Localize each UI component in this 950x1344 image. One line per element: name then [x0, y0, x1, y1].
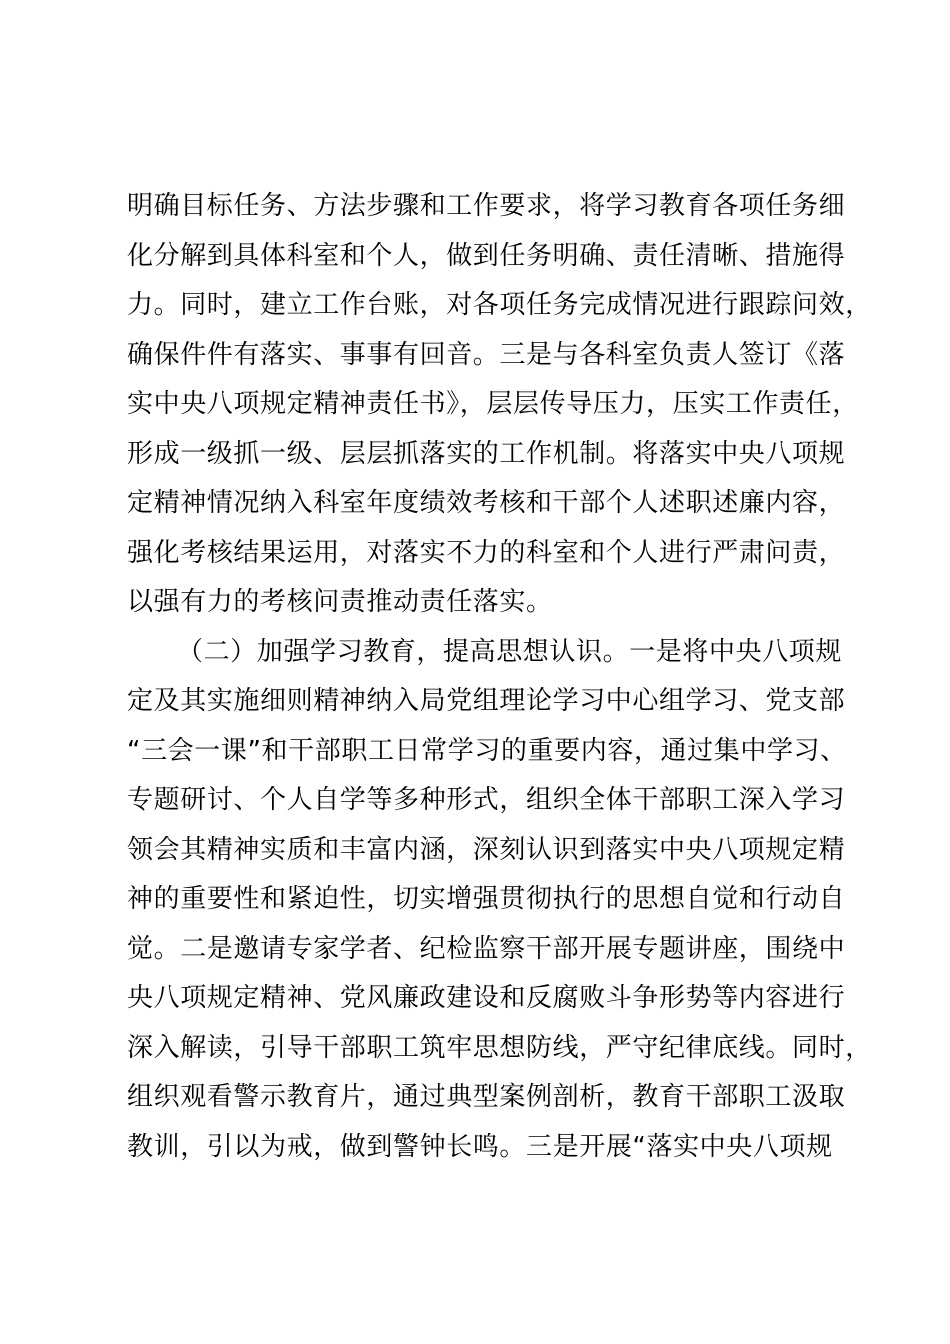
text-line: “三会一课”和干部职工日常学习的重要内容，通过集中学习、: [127, 735, 847, 766]
text-line: 强化考核结果运用，对落实不力的科室和个人进行严肃问责，: [127, 537, 846, 568]
text-line: 定及其实施细则精神纳入局党组理论学习中心组学习、党支部: [127, 686, 846, 716]
section-heading-line: （二）加强学习教育，提高思想认识。一是将中央八项规: [177, 636, 843, 667]
text-line: 化分解到具体科室和个人，做到任务明确、责任清晰、措施得: [127, 240, 846, 271]
text-line: 领会其精神实质和丰富内涵，深刻认识到落实中央八项规定精: [127, 834, 846, 865]
text-line: 形成一级抓一级、层层抓落实的工作机制。将落实中央八项规: [127, 438, 846, 469]
text-line: 教训，引以为戒，做到警钟长鸣。三是开展“落实中央八项规: [127, 1131, 833, 1162]
text-line: 神的重要性和紧迫性，切实增强贯彻执行的思想自觉和行动自: [127, 884, 846, 914]
text-line: 组织观看警示教育片，通过典型案例剖析，教育干部职工汲取: [127, 1082, 846, 1112]
text-line: 力。同时，建立工作台账，对各项任务完成情况进行跟踪问效，: [127, 290, 872, 320]
body-text: [127, 182, 872, 1172]
text-line: 央八项规定精神、党风廉政建设和反腐败斗争形势等内容进行: [127, 983, 846, 1013]
text-line: 实中央八项规定精神责任书》，层层传导压力，压实工作责任，: [127, 389, 859, 419]
text-line: 以强有力的考核问责推动责任落实。: [127, 587, 553, 617]
text-line: 确保件件有落实、事事有回音。三是与各科室负责人签订《落: [127, 339, 846, 370]
text-line: 明确目标任务、方法步骤和工作要求，将学习教育各项任务细: [127, 191, 846, 221]
text-line: 觉。二是邀请专家学者、纪检监察干部开展专题讲座，围绕中: [127, 933, 846, 964]
text-line: 深入解读，引导干部职工筑牢思想防线，严守纪律底线。同时，: [127, 1032, 872, 1063]
text-line: 专题研讨、个人自学等多种形式，组织全体干部职工深入学习: [127, 785, 846, 815]
text-line: 定精神情况纳入科室年度绩效考核和干部个人述职述廉内容，: [127, 488, 846, 518]
